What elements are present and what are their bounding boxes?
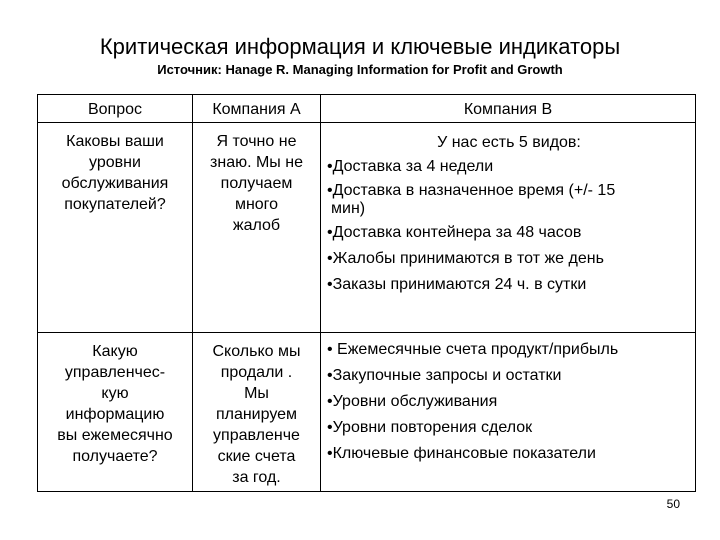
cell-line: планируем <box>215 406 298 423</box>
cell-line: управленчес- <box>64 364 166 381</box>
cell-line: покупателей? <box>64 196 166 213</box>
company-b-cell <box>321 333 696 492</box>
list-item: • Ежемесячные счета продукт/прибыль <box>327 341 619 358</box>
list-item: •Доставка контейнера за 48 часов <box>327 224 582 241</box>
list-item: •Уровни повторения сделок <box>327 419 533 436</box>
cell-line: Я точно не <box>216 133 297 150</box>
list-item: •Доставка в назначенное время (+/- 15 <box>327 182 616 199</box>
question-cell <box>38 333 193 492</box>
cell-line: вы ежемесячно <box>57 427 173 444</box>
cell-line: Сколько мы <box>212 343 301 360</box>
list-item: •Жалобы принимаются в тот же день <box>327 250 604 267</box>
header-company-a: Компания А <box>193 95 321 123</box>
cell-line: получаете? <box>72 448 158 465</box>
table-header-row <box>38 95 696 123</box>
table-row <box>38 333 696 492</box>
list-item: •Уровни обслуживания <box>327 393 498 410</box>
company-a-cell <box>193 123 321 333</box>
list-item: мин) <box>331 200 366 217</box>
question-cell <box>38 123 193 333</box>
list-item: •Заказы принимаются 24 ч. в сутки <box>327 276 587 293</box>
company-a-cell <box>193 333 321 492</box>
company-b-head: У нас есть 5 видов: <box>437 134 581 151</box>
cell-line: уровни <box>89 154 141 171</box>
cell-line: Какую <box>92 343 138 360</box>
header-company-b: Компания В <box>321 95 696 123</box>
list-item: •Ключевые финансовые показатели <box>327 445 596 462</box>
cell-line: обслуживания <box>61 175 169 192</box>
cell-line: Каковы ваши <box>66 133 164 150</box>
list-item: •Закупочные запросы и остатки <box>327 367 562 384</box>
cell-line: продали . <box>220 364 293 381</box>
slide-subtitle: Источник: Hanage R. Managing Information for Profit and Growth <box>157 62 563 77</box>
cell-line: за год. <box>232 469 281 486</box>
cell-line: получаем <box>220 175 293 192</box>
cell-line: знаю. Мы не <box>210 154 303 171</box>
table-row <box>38 123 696 333</box>
cell-line: управленче <box>213 427 300 444</box>
cell-line: информацию <box>65 406 165 423</box>
cell-line: много <box>234 196 279 213</box>
cell-line: жалоб <box>232 217 281 234</box>
page-number: 50 <box>666 497 680 511</box>
cell-line: кую <box>101 385 129 402</box>
cell-line: Мы <box>244 385 269 402</box>
company-b-cell <box>321 123 696 333</box>
slide-title: Критическая информация и ключевые индикаторы <box>99 34 621 59</box>
cell-line: ские счета <box>217 448 296 465</box>
comparison-table <box>37 94 696 492</box>
header-question: Вопрос <box>38 95 193 123</box>
list-item: •Доставка за 4 недели <box>327 158 494 175</box>
